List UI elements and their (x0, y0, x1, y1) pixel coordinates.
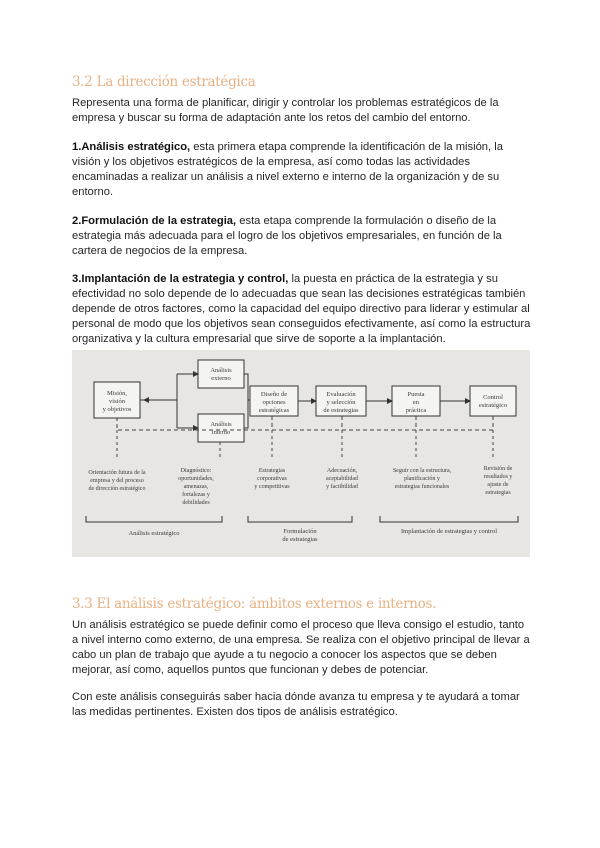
paragraph-text: esta primera etapa comprende la identificación de la misión, la visión y los objetivos estratégicos de la empresa, así como todas las actividades encaminadas a realizar un análisis a nivel externo e interno de la organización y de su entorno. (72, 141, 503, 198)
description-line: fortalezas y (182, 492, 210, 498)
strategy-process-diagram (72, 350, 530, 557)
box-mision-line-1: Misión, (106, 390, 128, 397)
box-puesta-line-1: Puesta (407, 391, 425, 398)
box-diseno-line-1: Diseño de (260, 391, 288, 398)
box-puesta-line-2: en (412, 399, 420, 406)
description-line: Seguir con la estructura, (392, 468, 452, 474)
stage-label-implantacion: Implantación de estrategias y control (400, 528, 498, 535)
box-mision-line-3: y objetivos (102, 406, 132, 413)
box-label-control (479, 394, 507, 409)
paragraph-title: 3.Implantación de la estrategia y control, (72, 273, 289, 285)
description-line: ajuste de (487, 482, 509, 488)
description-adecuacion (326, 468, 358, 490)
description-line: y competitivas (254, 484, 290, 490)
box-label-interno (210, 421, 232, 436)
description-line: estrategias funcionales (394, 484, 450, 490)
box-interno-line-1: Análisis (210, 421, 232, 428)
description-line: Diagnóstico: (180, 468, 212, 474)
box-interno-line-2: interno (211, 429, 231, 436)
stage-label-analisis: Análisis estratégico (128, 530, 180, 537)
description-line: empresa y del proceso (90, 478, 144, 484)
box-interno (198, 414, 244, 442)
description-line: aceptabilidad (326, 476, 358, 482)
box-label-externo (210, 367, 232, 382)
box-control (470, 386, 516, 416)
description-line: resultados y (483, 474, 513, 480)
description-line: y factibilidad (326, 484, 358, 490)
paragraph-formulacion (72, 214, 532, 259)
paragraph-analisis-tipos: Con este análisis conseguirás saber hacia dónde avanza tu empresa y te ayudará a tomar las medidas pertinentes. Existen dos tipos de análisis estratégico. (72, 691, 520, 718)
description-line: Estrategias (258, 468, 286, 474)
box-externo-line-1: Análisis (210, 367, 232, 374)
description-line: oportunidades, (178, 476, 214, 482)
section-heading-analisis: 3.3 El análisis estratégico: ámbitos externos e internos. (72, 596, 437, 612)
paragraph-text: esta etapa comprende la formulación o diseño de la estrategia más adecuada para el logro de los objetivos empresariales, en función de la cartera de negocios de la empresa. (72, 215, 502, 257)
box-control-line-1: Control (483, 394, 503, 401)
stage-label-formulacion (282, 528, 318, 543)
description-line: corporativas (257, 476, 287, 482)
box-evaluacion-line-2: y selección (326, 399, 356, 406)
description-line: Orientación futura de la (88, 470, 146, 476)
box-puesta-line-3: práctica (405, 407, 427, 414)
box-control-line-2: estratégico (478, 402, 508, 409)
description-line: estrategias (485, 490, 511, 496)
paragraph-analisis-definicion: Un análisis estratégico se puede definir como el proceso que lleva consigo el estudio, tanto a nivel interno como externo, de una empresa. Se realiza con el objetivo principal de llevar a cabo un plan de trabajo que ayude a tu negocio a conocer los aspectos que se deben mejorar, así como, aquellos puntos que funcionan y debes de potenciar. (72, 619, 530, 676)
box-externo (198, 360, 244, 388)
box-diseno-line-2: opciones (262, 399, 286, 406)
description-line: amenazas, (183, 484, 209, 490)
description-line: de dirección estratégico (88, 486, 146, 492)
box-label-evaluacion (323, 391, 359, 414)
box-diseno-line-3: estratégicas (258, 407, 290, 414)
section-heading-direccion: 3.2 La dirección estratégica (72, 74, 256, 90)
paragraph-analisis (72, 140, 532, 200)
description-line: planificación y (404, 476, 440, 482)
box-externo-line-2: externo (211, 375, 231, 382)
description-line: debilidades (182, 500, 210, 506)
box-evaluacion-line-3: de estrategias (323, 407, 359, 414)
box-label-diseno (259, 391, 290, 414)
description-estrategias (254, 468, 290, 490)
diagram-svg (72, 350, 530, 557)
paragraph-implantacion (72, 272, 532, 347)
paragraph-text: la puesta en práctica de la estrategia y su efectividad no solo depende de lo adecuadas que sean las decisiones estratégicas también depende de otros factores, como la capacidad del equipo directivo para liderar y estimular al personal de modo que los objetivos sean conseguidos efectivamente, así como la estructura organizativa y la cultura empresarial que sirve de soporte a la implantación. (72, 273, 531, 345)
intro-paragraph: Representa una forma de planificar, dirigir y controlar los problemas estratégicos de la empresa y buscar su forma de adaptación ante los retos del cambio del entorno. (72, 97, 499, 124)
box-mision-line-2: visión (109, 398, 125, 405)
box-evaluacion-line-1: Evaluación (326, 391, 356, 398)
paragraph-title: 2.Formulación de la estrategia, (72, 215, 237, 227)
description-line: Revisión de (483, 466, 513, 472)
stage-label-line: Formulación (283, 528, 317, 535)
description-line: Adecuación, (326, 468, 358, 474)
description-orientacion (88, 469, 145, 492)
stage-label-line: de estrategias (282, 536, 318, 543)
paragraph-title: 1.Análisis estratégico, (72, 141, 191, 153)
